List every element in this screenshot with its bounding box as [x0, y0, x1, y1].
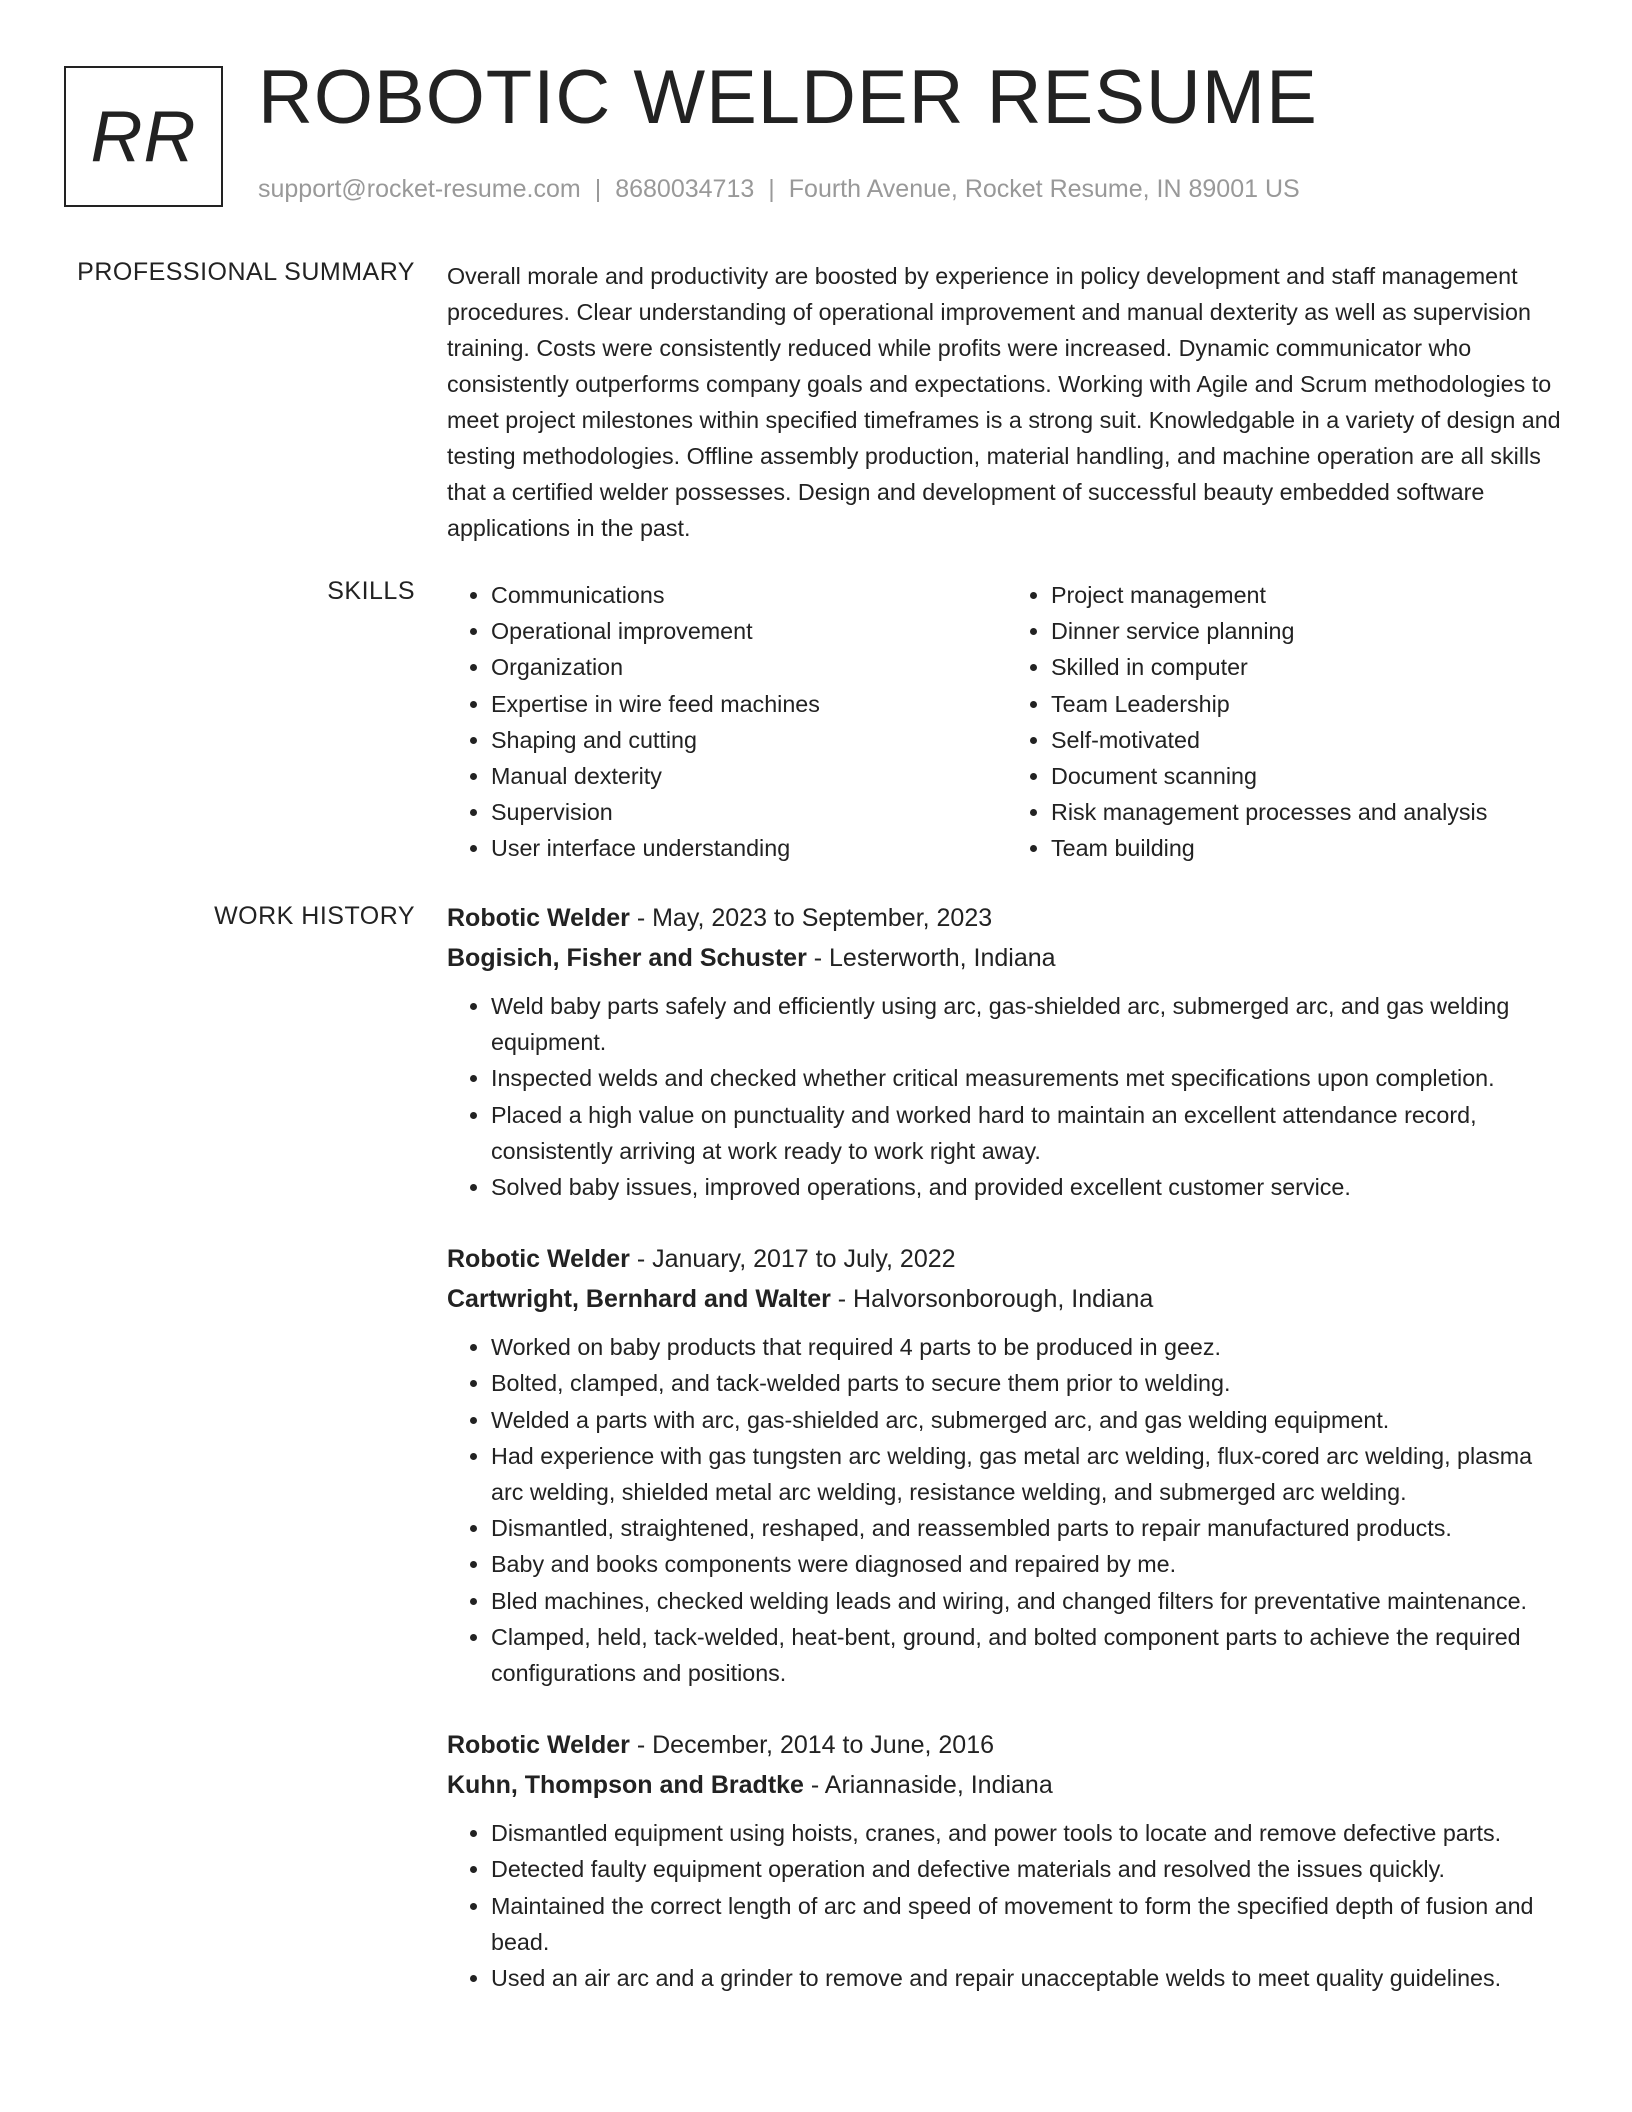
- job-location: - Halvorsonborough, Indiana: [830, 1285, 1154, 1314]
- job-bullet: • Inspected welds and checked whether critical measurements met specifications upon completion.: [491, 1060, 1567, 1096]
- monogram-text: RR: [90, 96, 197, 177]
- skill-item: • Dinner service planning: [1051, 613, 1567, 649]
- skill-item: • Document scanning: [1051, 758, 1567, 794]
- summary-text: Overall morale and productivity are boosted by experience in policy development and staff management procedures. Clear understanding of operational improvement and manual dexterity as well as supervision training. Costs were consistently reduced while profits were increased. Dynamic communicator who consistently outperforms company goals and expectations. Working with Agile and Scrum methodologies to meet project milestones within specified timeframes is a strong suit. Knowledgable in a variety of design and testing methodologies. Offline assembly production, material handling, and machine operation are all skills that a certified welder possesses. Design and development of successful beauty embedded software applications in the past.: [447, 263, 1561, 541]
- resume-title: ROBOTIC WELDER RESUME: [258, 55, 1318, 140]
- skill-item: • Self-motivated: [1051, 722, 1567, 758]
- job-location: - Ariannaside, Indiana: [803, 1771, 1053, 1800]
- job-bullets: [447, 1329, 1567, 1691]
- job-bullet: • Bolted, clamped, and tack-welded parts to secure them prior to welding.: [491, 1365, 1567, 1401]
- job-company-line: [447, 938, 1567, 978]
- skill-item: • Team Leadership: [1051, 686, 1567, 722]
- job-bullet: • Bled machines, checked welding leads and wiring, and changed filters for preventative maintenance.: [491, 1583, 1567, 1619]
- job-title-line: [447, 1725, 1567, 1765]
- job-entry: [447, 1725, 1567, 1996]
- skill-item: • Organization: [491, 649, 1007, 685]
- job-title-line: [447, 898, 1567, 938]
- skill-item: • Manual dexterity: [491, 758, 1007, 794]
- job-bullet: • Had experience with gas tungsten arc welding, gas metal arc welding, flux-cored arc welding, plasma arc welding, shielded metal arc welding, resistance welding, and submerged arc welding.: [491, 1438, 1567, 1510]
- contact-email: support@rocket-resume.com: [258, 175, 581, 203]
- summary-heading: PROFESSIONAL SUMMARY: [77, 258, 415, 286]
- skills-heading: SKILLS: [327, 577, 415, 605]
- job-company: Cartwright, Bernhard and Walter: [447, 1285, 831, 1314]
- job-company-line: [447, 1765, 1567, 1805]
- job-dates: - December, 2014 to June, 2016: [629, 1731, 995, 1760]
- skill-item: • Operational improvement: [491, 613, 1007, 649]
- monogram-logo: [64, 66, 223, 207]
- job-company-line: [447, 1279, 1567, 1319]
- job-title: Robotic Welder: [447, 1731, 630, 1760]
- skill-item: • Shaping and cutting: [491, 722, 1007, 758]
- summary-body: [447, 258, 1567, 546]
- job-company: Kuhn, Thompson and Bradtke: [447, 1771, 804, 1800]
- job-bullet: • Worked on baby products that required 4 parts to be produced in geez.: [491, 1329, 1567, 1365]
- skill-item: • User interface understanding: [491, 830, 1007, 866]
- job-location: - Lesterworth, Indiana: [806, 944, 1056, 972]
- job-dates: - January, 2017 to July, 2022: [629, 1245, 956, 1274]
- job-entry: [447, 898, 1567, 1205]
- job-title-line: [447, 1239, 1567, 1279]
- skill-item: • Risk management processes and analysis: [1051, 794, 1567, 830]
- job-bullet: • Welded a parts with arc, gas-shielded arc, submerged arc, and gas welding equipment.: [491, 1402, 1567, 1438]
- skills-body: [447, 577, 1567, 867]
- job-title: Robotic Welder: [447, 904, 630, 932]
- job-bullets: [447, 1815, 1567, 1996]
- contact-phone: 8680034713: [615, 175, 755, 203]
- job-bullet: • Used an air arc and a grinder to remove and repair unacceptable welds to meet quality guidelines.: [491, 1960, 1567, 1996]
- skill-item: • Communications: [491, 577, 1007, 613]
- contact-separator: |: [768, 175, 775, 203]
- skill-item: • Skilled in computer: [1051, 649, 1567, 685]
- contact-address: Fourth Avenue, Rocket Resume, IN 89001 US: [788, 175, 1300, 203]
- job-entry: [447, 1239, 1567, 1691]
- skill-item: • Project management: [1051, 577, 1567, 613]
- job-dates: - May, 2023 to September, 2023: [629, 904, 993, 932]
- skill-item: • Supervision: [491, 794, 1007, 830]
- skill-item: • Expertise in wire feed machines: [491, 686, 1007, 722]
- contact-line: [258, 175, 1300, 204]
- job-bullet: • Detected faulty equipment operation and defective materials and resolved the issues quickly.: [491, 1851, 1567, 1887]
- skill-item: • Team building: [1051, 830, 1567, 866]
- job-title: Robotic Welder: [447, 1245, 630, 1274]
- work-history-body: [447, 898, 1567, 2030]
- job-company: Bogisich, Fisher and Schuster: [447, 944, 807, 972]
- job-bullet: • Placed a high value on punctuality and worked hard to maintain an excellent attendance record, consistently arriving at work ready to work right away.: [491, 1097, 1567, 1169]
- job-bullet: • Weld baby parts safely and efficiently using arc, gas-shielded arc, submerged arc, and gas welding equipment.: [491, 988, 1567, 1060]
- job-bullet: • Dismantled equipment using hoists, cranes, and power tools to locate and remove defective parts.: [491, 1815, 1567, 1851]
- job-bullets: [447, 988, 1567, 1205]
- skills-list-left: [447, 577, 1007, 867]
- skills-list-right: [1007, 577, 1567, 867]
- work-history-heading: WORK HISTORY: [214, 902, 415, 930]
- job-bullet: • Clamped, held, tack-welded, heat-bent, ground, and bolted component parts to achieve the required configurations and positions.: [491, 1619, 1567, 1691]
- job-bullet: • Dismantled, straightened, reshaped, and reassembled parts to repair manufactured products.: [491, 1510, 1567, 1546]
- job-bullet: • Maintained the correct length of arc and speed of movement to form the specified depth of fusion and bead.: [491, 1888, 1567, 1960]
- job-bullet: • Baby and books components were diagnosed and repaired by me.: [491, 1546, 1567, 1582]
- contact-separator: |: [594, 175, 602, 203]
- job-bullet: • Solved baby issues, improved operations, and provided excellent customer service.: [491, 1169, 1567, 1205]
